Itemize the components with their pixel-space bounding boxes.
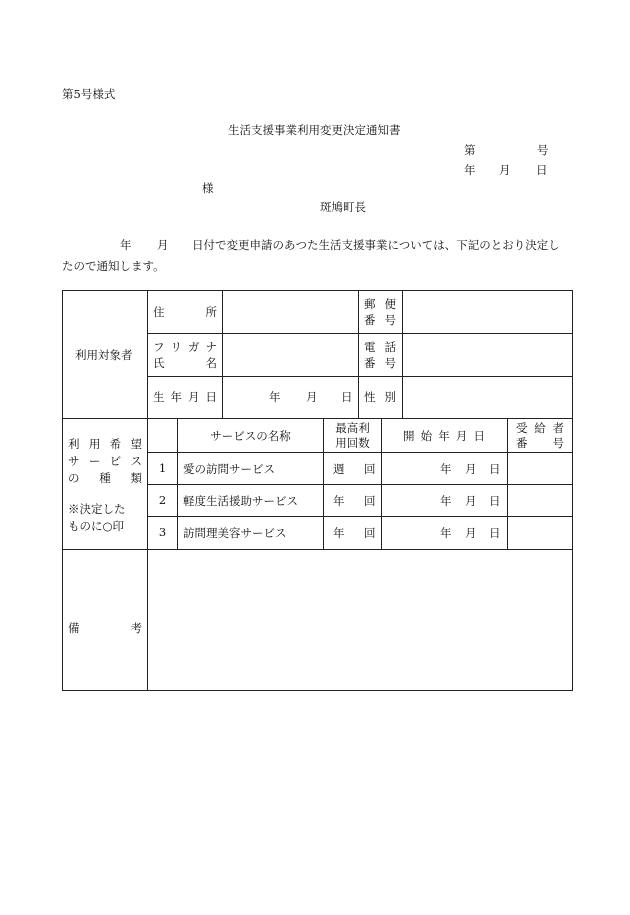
- postal-label-2: 番 号: [364, 313, 396, 327]
- phone-label-1: 電 話: [364, 340, 396, 354]
- address-label: 住 所: [153, 305, 217, 319]
- document-title: 生活支援事業利用変更決定通知書: [228, 123, 401, 137]
- service-start-year: 年: [440, 462, 452, 476]
- col-start-date: 開 始 年 月 日: [403, 429, 485, 443]
- col-max-count-1: 最高利: [335, 421, 370, 435]
- service-name: 愛の訪問サービス: [183, 462, 275, 476]
- table-border-top: [62, 290, 573, 291]
- table-divider-count-col: [381, 418, 382, 549]
- furigana-label: フ リ ガ ナ: [153, 340, 217, 354]
- document-number-prefix: 第: [464, 143, 476, 157]
- service-unit: 週: [333, 462, 345, 476]
- addressee-suffix: 様: [202, 181, 214, 195]
- service-label-1: 利 用 希 望: [68, 437, 142, 451]
- subject-label: 利用対象者: [75, 348, 133, 362]
- table-border-left: [62, 290, 63, 691]
- col-service-name: サービスの名称: [210, 429, 291, 443]
- col-recipient-2: 番 号: [516, 436, 564, 450]
- name-label: 氏 名: [153, 356, 217, 370]
- service-note-1: ※決定した: [68, 502, 126, 516]
- sex-label: 性 別: [364, 390, 396, 404]
- service-label-2: サ ー ビ ス: [68, 454, 142, 468]
- phone-label-2: 番 号: [364, 356, 396, 370]
- birth-month: 月: [306, 390, 318, 404]
- table-divider-right-label: [402, 290, 403, 418]
- service-label-3: の 種 類: [68, 471, 142, 485]
- service-times: 回: [364, 494, 376, 508]
- birth-label: 生 年 月 日: [153, 390, 217, 404]
- table-divider-service-header: [147, 452, 572, 453]
- table-divider-service-row1: [147, 484, 572, 485]
- body-year: 年: [120, 238, 132, 252]
- service-no: 2: [158, 493, 167, 507]
- service-start-day: 日: [489, 494, 501, 508]
- table-border-bottom: [62, 690, 573, 691]
- birth-day: 日: [341, 390, 353, 404]
- table-divider-section1: [62, 418, 573, 419]
- service-times: 回: [364, 526, 376, 540]
- service-name: 訪問理美容サービス: [183, 526, 287, 540]
- date-day: 日: [536, 163, 548, 177]
- date-month: 月: [499, 163, 511, 177]
- date-year: 年: [464, 163, 476, 177]
- service-start-day: 日: [489, 526, 501, 540]
- service-times: 回: [364, 462, 376, 476]
- service-no: 1: [158, 461, 167, 475]
- service-no: 3: [158, 525, 167, 539]
- document-number-suffix: 号: [537, 143, 549, 157]
- service-start-month: 月: [465, 494, 477, 508]
- issuer-name: 斑鳩町長: [320, 200, 366, 214]
- body-month: 月: [157, 238, 169, 252]
- body-line-2: たので通知します。: [62, 259, 165, 273]
- table-divider-mid-col: [358, 290, 359, 418]
- table-border-right: [572, 290, 573, 691]
- service-unit: 年: [333, 494, 345, 508]
- table-divider-main: [147, 290, 148, 691]
- service-start-year: 年: [440, 494, 452, 508]
- service-unit: 年: [333, 526, 345, 540]
- service-note-2: ものに○印: [68, 519, 125, 533]
- service-name: 軽度生活援助サービス: [183, 494, 298, 508]
- service-start-year: 年: [440, 526, 452, 540]
- table-divider-row1: [147, 333, 572, 334]
- col-max-count-2: 用回数: [335, 436, 370, 450]
- birth-year: 年: [269, 390, 281, 404]
- postal-label-1: 郵 便: [364, 297, 396, 311]
- table-divider-date-col: [507, 418, 508, 549]
- body-line-1: 日付で変更申請のあつた生活支援事業については、下記のとおり決定し: [192, 238, 560, 252]
- table-divider-label-col: [222, 290, 223, 418]
- form-number: 第5号様式: [62, 87, 116, 101]
- service-start-month: 月: [465, 526, 477, 540]
- table-divider-row2: [147, 376, 572, 377]
- table-divider-section2: [62, 549, 573, 550]
- service-start-month: 月: [465, 462, 477, 476]
- service-start-day: 日: [489, 462, 501, 476]
- remarks-label: 備 考: [68, 621, 142, 635]
- col-recipient-1: 受 給 者: [516, 421, 564, 435]
- table-divider-service-row2: [147, 516, 572, 517]
